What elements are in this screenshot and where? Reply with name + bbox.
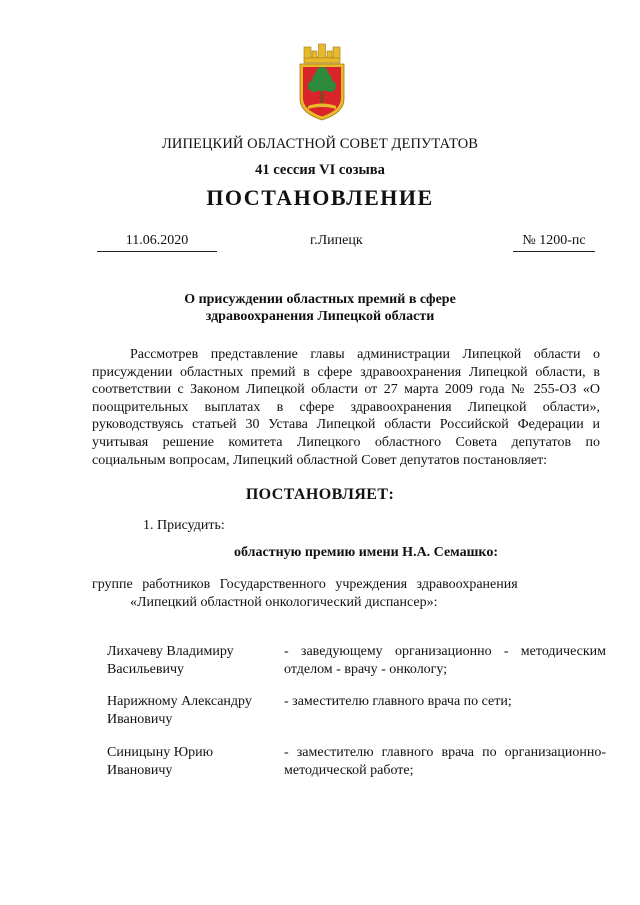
- organization-name: ЛИПЕЦКИЙ ОБЛАСТНОЙ СОВЕТ ДЕПУТАТОВ: [161, 136, 479, 152]
- document-subject: [0, 291, 640, 325]
- resolves-heading: ПОСТАНОВЛЯЕТ:: [245, 486, 395, 503]
- subject-line: О присуждении областных премий в сфере: [184, 292, 456, 307]
- recipient-role: - заведующему организационно - методическим отделом - врачу - онкологу;: [284, 644, 606, 677]
- document-number: № 1200-пс: [513, 233, 595, 252]
- subject-line: здравоохранения Липецкой области: [205, 309, 435, 324]
- recipient-name: Лихачеву Владимиру Васильевичу: [107, 644, 234, 677]
- crown-icon: [304, 44, 340, 63]
- recipient-role: - заместителю главного врача по сети;: [284, 694, 512, 709]
- intro-paragraph: Рассмотрев представление главы администрации Липецкой области о присуждении областных премий в сфере здравоохранения Липецкой области, в соответствии с Законом Липецкой области от 27 марта 2009 года № 255-ОЗ «О поощрительных выплатах в сфере здравоохранения Липецкой области», руководствуясь статьей 30 Устава Липецкой области Российской Федерации и учитывая решение комитета Липецкого областного Совета депутатов по социальным вопросам, Липецкий областной Совет депутатов постановляет:: [92, 347, 600, 468]
- recipient-name: Синицыну Юрию Ивановичу: [107, 745, 214, 778]
- group-line: группе работников Государственного учреждения здравоохранения: [92, 577, 518, 592]
- recipient-name: Нарижному Александру Ивановичу: [107, 694, 252, 727]
- recipient-role: - заместителю главного врача по организационно-методической работе;: [284, 745, 606, 778]
- coat-of-arms-emblem: [296, 43, 348, 121]
- item-1-award: 1. Присудить:: [143, 518, 225, 533]
- recipient-group: [92, 576, 562, 611]
- document-date: 11.06.2020: [97, 233, 217, 252]
- award-title: областную премию имени Н.А. Семашко:: [234, 545, 498, 560]
- document-city: г.Липецк: [310, 233, 363, 248]
- group-line: «Липецкий областной онкологический диспансер»:: [130, 594, 438, 610]
- document-type-title: ПОСТАНОВЛЕНИЕ: [206, 185, 434, 210]
- session-label: 41 сессия VI созыва: [255, 162, 385, 178]
